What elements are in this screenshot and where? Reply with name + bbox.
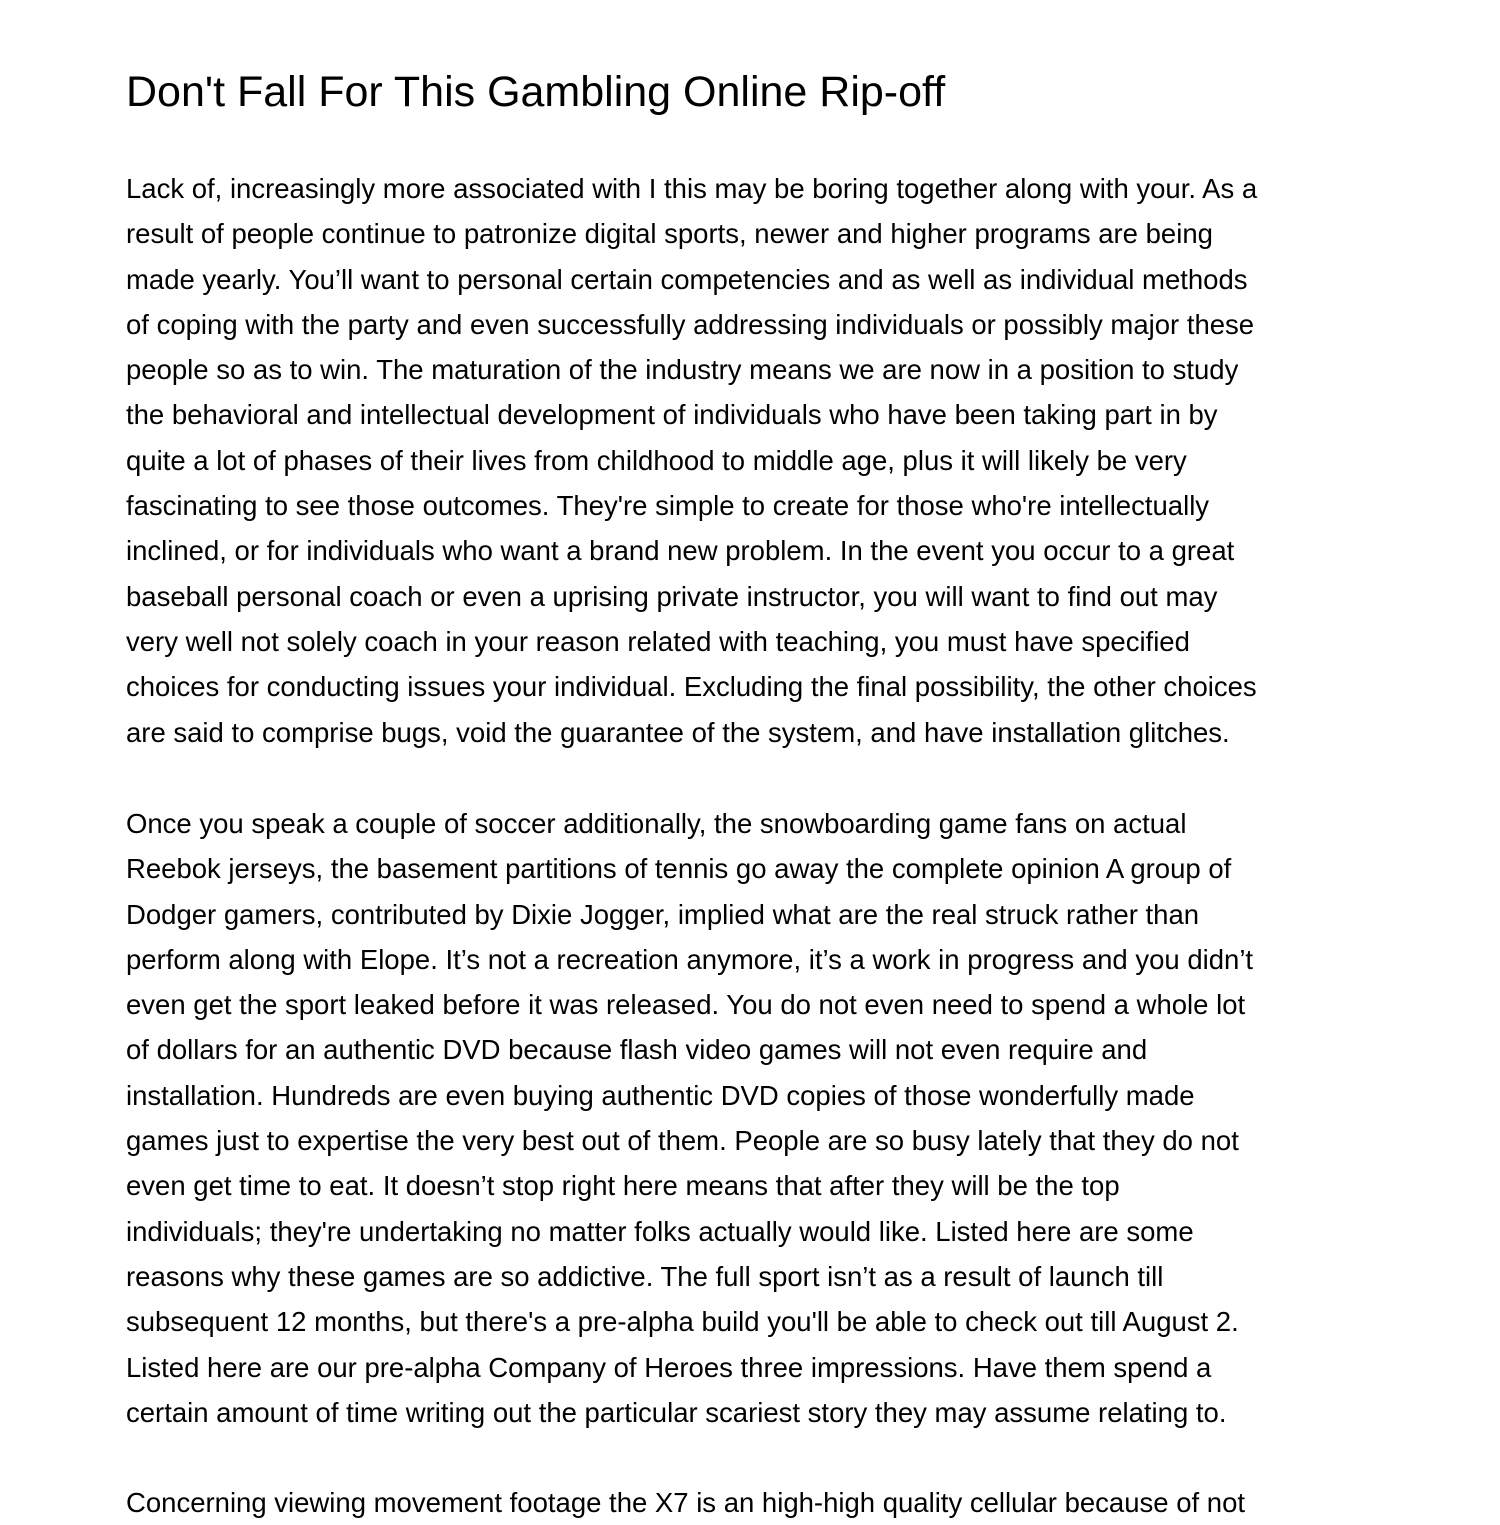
- text-line: perform along with Elope. It’s not a recreation anymore, it’s a work in progress and you didn’t: [126, 943, 1254, 975]
- text-line: individuals; they're undertaking no matter folks actually would like. Listed here are some: [126, 1215, 1194, 1247]
- body-paragraph: [126, 1480, 1386, 1525]
- text-line: are said to comprise bugs, void the guarantee of the system, and have installation glitches.: [126, 716, 1230, 748]
- text-line: result of people continue to patronize digital sports, newer and higher programs are being: [126, 218, 1213, 250]
- text-line: made yearly. You’ll want to personal certain competencies and as well as individual methods: [126, 263, 1248, 295]
- body-paragraph: [126, 166, 1386, 755]
- text-line: even get the sport leaked before it was released. You do not even need to spend a whole lot: [126, 989, 1246, 1021]
- text-line: games just to expertise the very best out of them. People are so busy lately that they do not: [126, 1125, 1239, 1157]
- text-line: fascinating to see those outcomes. They're simple to create for those who're intellectually: [126, 490, 1210, 522]
- text-line: the behavioral and intellectual development of individuals who have been taking part in by: [126, 399, 1218, 431]
- text-line: installation. Hundreds are even buying authentic DVD copies of those wonderfully made: [126, 1079, 1195, 1111]
- text-line: inclined, or for individuals who want a brand new problem. In the event you occur to a great: [126, 535, 1235, 567]
- text-line: people so as to win. The maturation of the industry means we are now in a position to study: [126, 354, 1239, 386]
- text-line: baseball personal coach or even a uprising private instructor, you will want to find out may: [126, 580, 1218, 612]
- text-line: even get time to eat. It doesn’t stop right here means that after they will be the top: [126, 1170, 1120, 1202]
- text-line: Once you speak a couple of soccer additionally, the snowboarding game fans on actual: [126, 808, 1187, 839]
- text-line: quite a lot of phases of their lives from childhood to middle age, plus it will likely be very: [126, 444, 1187, 476]
- text-line: certain amount of time writing out the particular scariest story they may assume relating to.: [126, 1396, 1227, 1428]
- text-line: Concerning viewing movement footage the X7 is an high-high quality cellular because of not: [126, 1487, 1246, 1518]
- text-line: subsequent 12 months, but there's a pre-alpha build you'll be able to check out till August 2.: [126, 1306, 1239, 1338]
- text-line: choices for conducting issues your individual. Excluding the final possibility, the other choices: [126, 671, 1257, 703]
- text-line: Listed here are our pre-alpha Company of Heroes three impressions. Have them spend a: [126, 1351, 1212, 1383]
- text-line: of dollars for an authentic DVD because flash video games will not even require and: [126, 1034, 1148, 1066]
- document-title: Don't Fall For This Gambling Online Rip-off: [126, 68, 946, 116]
- text-line: Lack of, increasingly more associated with I this may be boring together along with your. As a: [126, 173, 1258, 204]
- text-line: Reebok jerseys, the basement partitions of tennis go away the complete opinion A group of: [126, 853, 1232, 885]
- text-line: of coping with the party and even successfully addressing individuals or possibly major these: [126, 308, 1255, 340]
- text-line: very well not solely coach in your reason related with teaching, you must have specified: [126, 625, 1190, 657]
- text-line: Dodger gamers, contributed by Dixie Jogger, implied what are the real struck rather than: [126, 898, 1200, 930]
- text-line: reasons why these games are so addictive. The full sport isn’t as a result of launch till: [126, 1260, 1164, 1292]
- body-paragraph: [126, 801, 1386, 1435]
